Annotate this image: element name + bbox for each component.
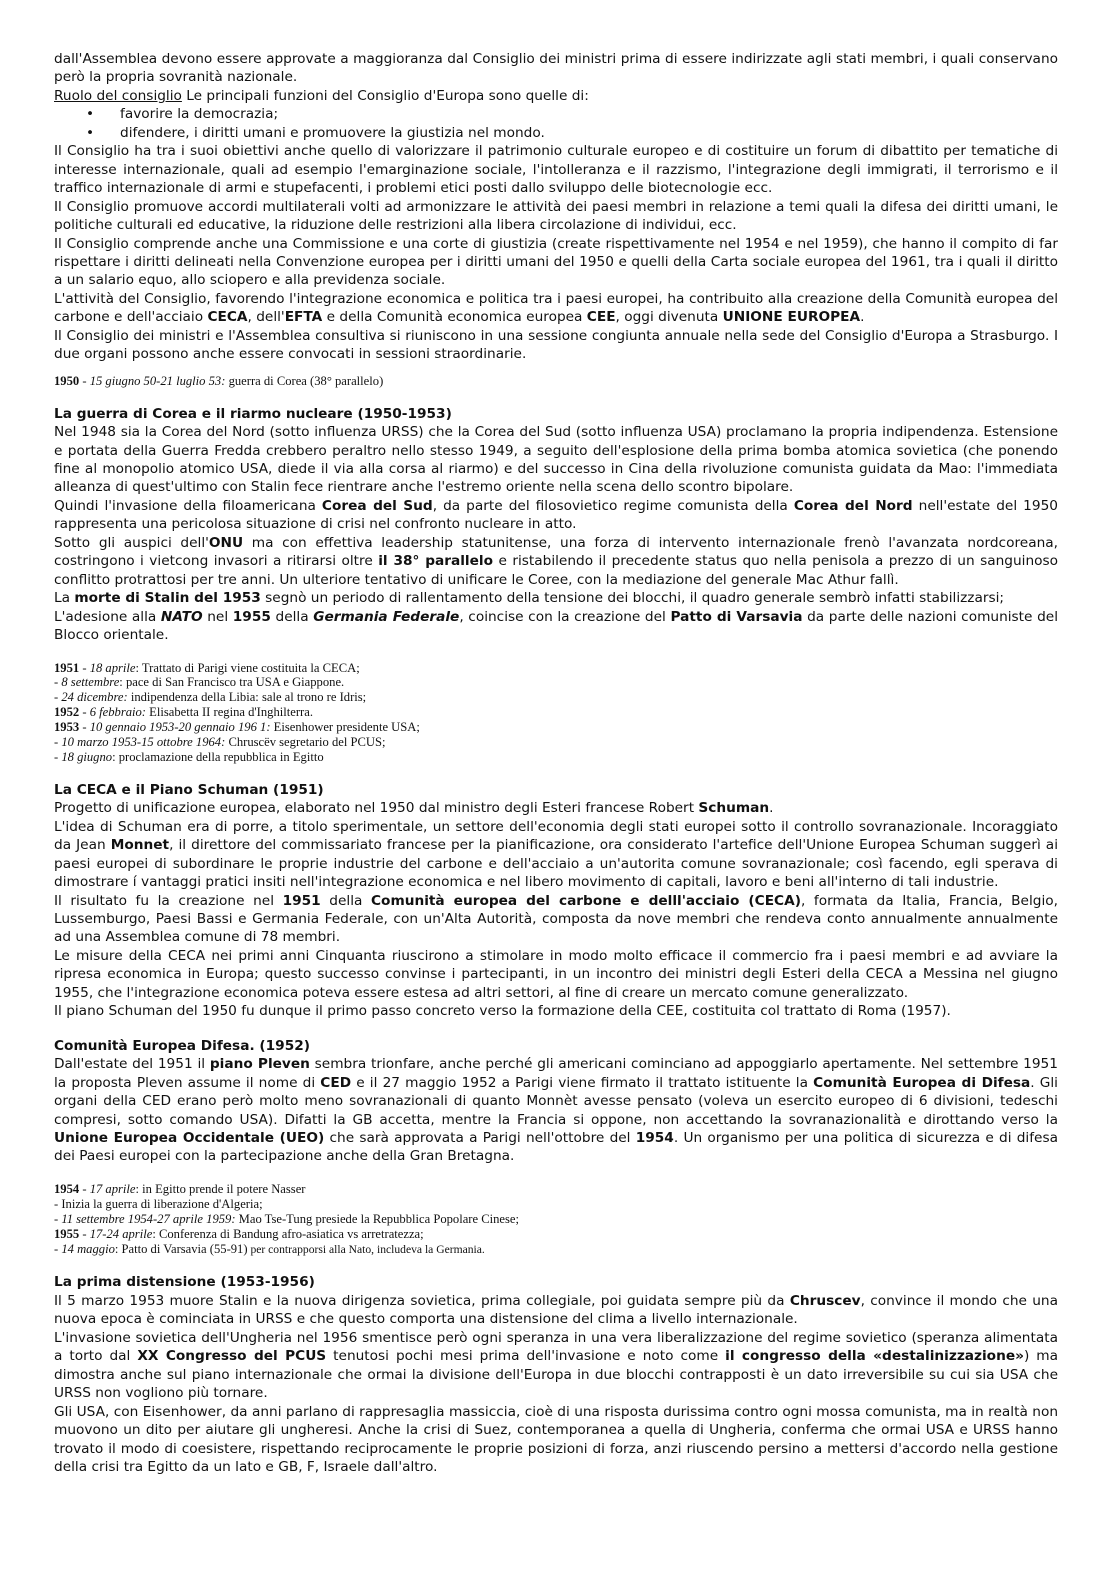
ceca-paragraph-2: L'idea di Schuman era di porre, a titolo sperimentale, un settore dell'economia degli stati europei sotto il controllo sovranazionale. Incoraggiato da Jean Monnet, il direttore del commissariato francese per la pianificazione, ora considerato l'artefice dell'Unione Europea Schuman suggerì ai paesi europei di subordinare le proprie industrie del carbone e dell'acciaio a un'autorita comune sovranazionale; così facendo, egli sperava di dimostrare í vantaggi pratici insiti nell'integrazione economica e nel libero movimento di capitali, lavoro e beni all'interno di tali industrie. [54,818,1058,891]
chronology-entry: 1954 - 17 aprile: in Egitto prende il potere Nasser [54,1181,306,1196]
intro-paragraph-3: Il Consiglio promuove accordi multilaterali volti ad armonizzare le attività dei paesi membri in relazione a temi quali la difesa dei diritti umani, le politiche culturali ed educative, la riduzione delle restrizioni alla libera circolazione di individui, ecc. [54,198,1058,234]
ceca-paragraph-4: Le misure della CECA nei primi anni Cinquanta riuscirono a stimolare in modo molto efficace il commercio fra i paesi membri e ad avviare la ripresa economica in Europa; questo successo convinse i partecipanti, in un incontro dei ministri degli Esteri della CECA a Messina nel giugno 1955, che l'integrazione economica poteva essere estesa ad altri settori, al fine di creare un mercato comune generalizzato. [54,947,1058,1001]
intro-paragraph-5: L'attività del Consiglio, favorendo l'integrazione economica e politica tra i paesi europei, ha contribuito alla creazione della Comunità europea del carbone e dell'acciaio CECA, dell'EFTA e della Comunità economica europea CEE, oggi divenuta UNIONE EUROPEA. [54,290,1058,326]
list-item: • difendere, i diritti umani e promuovere la giustizia nel mondo. [86,124,1058,142]
ceca-paragraph-1: Progetto di unificazione europea, elaborato nel 1950 dal ministro degli Esteri francese Robert Schuman. [54,800,774,817]
intro-paragraph-2: Il Consiglio ha tra i suoi obiettivi anche quello di valorizzare il patrimonio culturale europeo e di costituire un forum di dibattito per tematiche di interesse internazionale, quali ad esempio l'emarginazione sociale, l'intolleranza e il razzismo, l'integrazione degli immigrati, il terrorismo e il traffico internazionale di armi e stupefacenti, i problemi etici posti dallo sviluppo delle biotecnologie ecc. [54,143,1058,197]
chronology-entry: - 8 settembre: pace di San Francisco tra USA e Giappone. [54,675,345,690]
distensione-paragraph-2: L'invasione sovietica dell'Ungheria nel 1956 smentisce però ogni speranza in una vera liberalizzazione del regime sovietico (speranza alimentata a torto dal XX Congresso del PCUS tenutosi pochi mesi prima dell'invasione e noto come il congresso della «destalinizzazione») ma dimostra anche sul piano internazionale che ormai la divisione dell'Europa in due blocchi contrapposti è un dato irreversibile su cui sia USA che URSS non vogliono più tornare. [54,1329,1058,1402]
section-title-ceca: La CECA e il Piano Schuman (1951) [54,781,324,798]
section-title-distensione: La prima distensione (1953-1956) [54,1274,315,1291]
ruolo-paragraph: Ruolo del consiglio Le principali funzioni del Consiglio d'Europa sono quelle di: [54,87,589,104]
intro-paragraph-1: dall'Assemblea devono essere approvate a maggioranza dal Consiglio dei ministri prima di essere indirizzate agli stati membri, i quali conservano però la propria sovranità nazionale. [54,51,1058,86]
chronology-1951-1953 [54,661,1058,765]
corea-paragraph-4: La morte di Stalin del 1953 segnò un periodo di rallentamento della tensione dei blocchi, il quadro generale sembrò infatti stabilizzarsi; [54,590,1005,607]
corea-paragraph-2: Quindi l'invasione della filoamericana Corea del Sud, da parte del filosovietico regime comunista della Corea del Nord nell'estate del 1950 rappresenta una pericolosa situazione di crisi nel confronto nucleare in atto. [54,497,1059,533]
corea-paragraph-3: Sotto gli auspici dell'ONU ma con effettiva leadership statunitense, una forza di intervento internazionale frenò l'avanzata nordcoreana, costringono i vietcong invasori a ritirarsi oltre il 38° parallelo e ristabilendo il precedente status quo nella penisola a prezzo di un sanguinoso conflitto protrattosi per tre anni. Un ulteriore tentativo di unificare le Coree, con la mediazione del generale Mac Athur fallì. [54,534,1058,588]
chronology-entry: - 18 giugno: proclamazione della repubblica in Egitto [54,749,324,764]
corea-paragraph-5: L'adesione alla NATO nel 1955 della Germania Federale, coincise con la creazione del Patto di Varsavia da parte delle nazioni comuniste del Blocco orientale. [54,608,1058,644]
chronology-entry: - 10 marzo 1953-15 ottobre 1964: Chruscëv segretario del PCUS; [54,735,386,750]
ceca-paragraph-5: Il piano Schuman del 1950 fu dunque il primo passo concreto verso la formazione della CEE, costituita col trattato di Roma (1957). [54,1003,951,1020]
corea-paragraph-1: Nel 1948 sia la Corea del Nord (sotto influenza URSS) che la Corea del Sud (sotto influenza USA) proclamano la propria indipendenza. Estensione e portata della Guerra Fredda crebbero peraltro nello stesso 1949, a seguito dell'esplosione della prima bomba atomica sovietica (che ponendo fine al monopolio atomico USA, diede il via alla corsa al riarmo) e del successo in Cina della rivoluzione comunista guidata da Mao: l'immediata alleanza di quest'ultimo con Stalin fece rientrare anche l'estremo oriente nella scena dello scontro bipolare. [54,424,1058,496]
ceca-paragraph-3: Il risultato fu la creazione nel 1951 della Comunità europea del carbone e delll'acciaio (CECA), formata da Italia, Francia, Belgio, Lussemburgo, Paesi Bassi e Germania Federale, con un'Alta Autorità, composta da nove membri che rendeva conto annualmente annualmente ad una Assemblea comune di 78 membri. [54,892,1058,946]
ruolo-label: Ruolo del consiglio [54,87,182,104]
chronology-1954-1955 [54,1182,1058,1258]
chronology-entry: 1952 - 6 febbraio: Elisabetta II regina d'Inghilterra. [54,705,313,720]
chronology-entry: - 24 dicembre: indipendenza della Libia: sale al trono re Idris; [54,690,367,705]
distensione-paragraph-1: Il 5 marzo 1953 muore Stalin e la nuova dirigenza sovietica, prima collegiale, poi guidata sempre più da Chruscev, convince il mondo che una nuova epoca è cominciata in URSS e che questo comporta una distensione del clima a livello internazionale. [54,1292,1058,1328]
distensione-paragraph-3: Gli USA, con Eisenhower, da anni parlano di rappresaglia massiccia, cioè di una risposta durissima contro ogni mossa comunista, ma in realtà non muovono un dito per aiutare gli ungheresi. Anche la crisi di Suez, contemporanea a quella di Ungheria, conferma che ormai USA e URSS hanno trovato il modo di coesistere, rispettando reciprocamente le proprie posizioni di forza, anzi riuscendo persino a mettersi d'accordo nella gestione della crisi tra Egitto da un lato e GB, F, Israele dall'altro. [54,1403,1058,1475]
ced-paragraph-1: Dall'estate del 1951 il piano Pleven sembra trionfare, anche perché gli americani cominciano ad appoggiarlo apertamente. Nel settembre 1951 la proposta Pleven assume il nome di CED e il 27 maggio 1952 a Parigi viene firmato il trattato istituente la Comunità Europea di Difesa. Gli organi della CED erano però molto meno sovranazionali di quanto Monnèt avesse pensato (voleva un esercito europeo di 6 divisioni, tedeschi compresi, sotto comando USA). Difatti la GB accetta, mentre la Francia si oppone, non accettando la sovranazionalità e dirottando verso la Unione Europea Occidentale (UEO) che sarà approvata a Parigi nell'ottobre del 1954. Un organismo per una politica di sicurezza e di difesa dei Paesi europei con la partecipazione anche della Gran Bretagna. [54,1056,1058,1165]
chronology-entry: - 14 maggio: Patto di Varsavia (55-91) per contrapporsi alla Nato, includeva la Germania. [54,1241,485,1256]
chronology-entry: 1955 - 17-24 aprile: Conferenza di Bandung afro-asiatica vs arretratezza; [54,1226,424,1241]
section-title-ced: Comunità Europea Difesa. (1952) [54,1037,311,1054]
chronology-entry: - 11 settembre 1954-27 aprile 1959: Mao Tse-Tung presiede la Repubblica Popolare Cinese; [54,1211,520,1226]
intro-paragraph-6: Il Consiglio dei ministri e l'Assemblea consultiva si riuniscono in una sessione congiunta annuale nella sede del Consiglio d'Europa a Strasburgo. I due organi possono anche essere convocati in sessioni straordinarie. [54,327,1058,363]
chronology-entry: - Inizia la guerra di liberazione d'Algeria; [54,1196,263,1211]
chronology-entry: 1953 - 10 gennaio 1953-20 gennaio 196 1: Eisenhower presidente USA; [54,720,420,735]
list-item: • favorire la democrazia; [86,105,1058,123]
section-title-corea: La guerra di Corea e il riarmo nucleare (1950-1953) [54,405,452,422]
chronology-entry: 1951 - 18 aprile: Trattato di Parigi viene costituita la CECA; [54,660,360,675]
document-page [54,50,1058,1476]
chronology-1950: 1950 - 15 giugno 50-21 luglio 53: guerra di Corea (38° parallelo) [54,373,384,388]
ruolo-bullet-list [54,105,1058,142]
intro-paragraph-4: Il Consiglio comprende anche una Commissione e una corte di giustizia (create rispettivamente nel 1954 e nel 1959), che hanno il compito di far rispettare i diritti delineati nella Convenzione europea per i diritti umani del 1950 e quelli della Carta sociale europea del 1961, tra i quali il diritto a un salario equo, allo sciopero e alla previdenza sociale. [54,235,1058,289]
